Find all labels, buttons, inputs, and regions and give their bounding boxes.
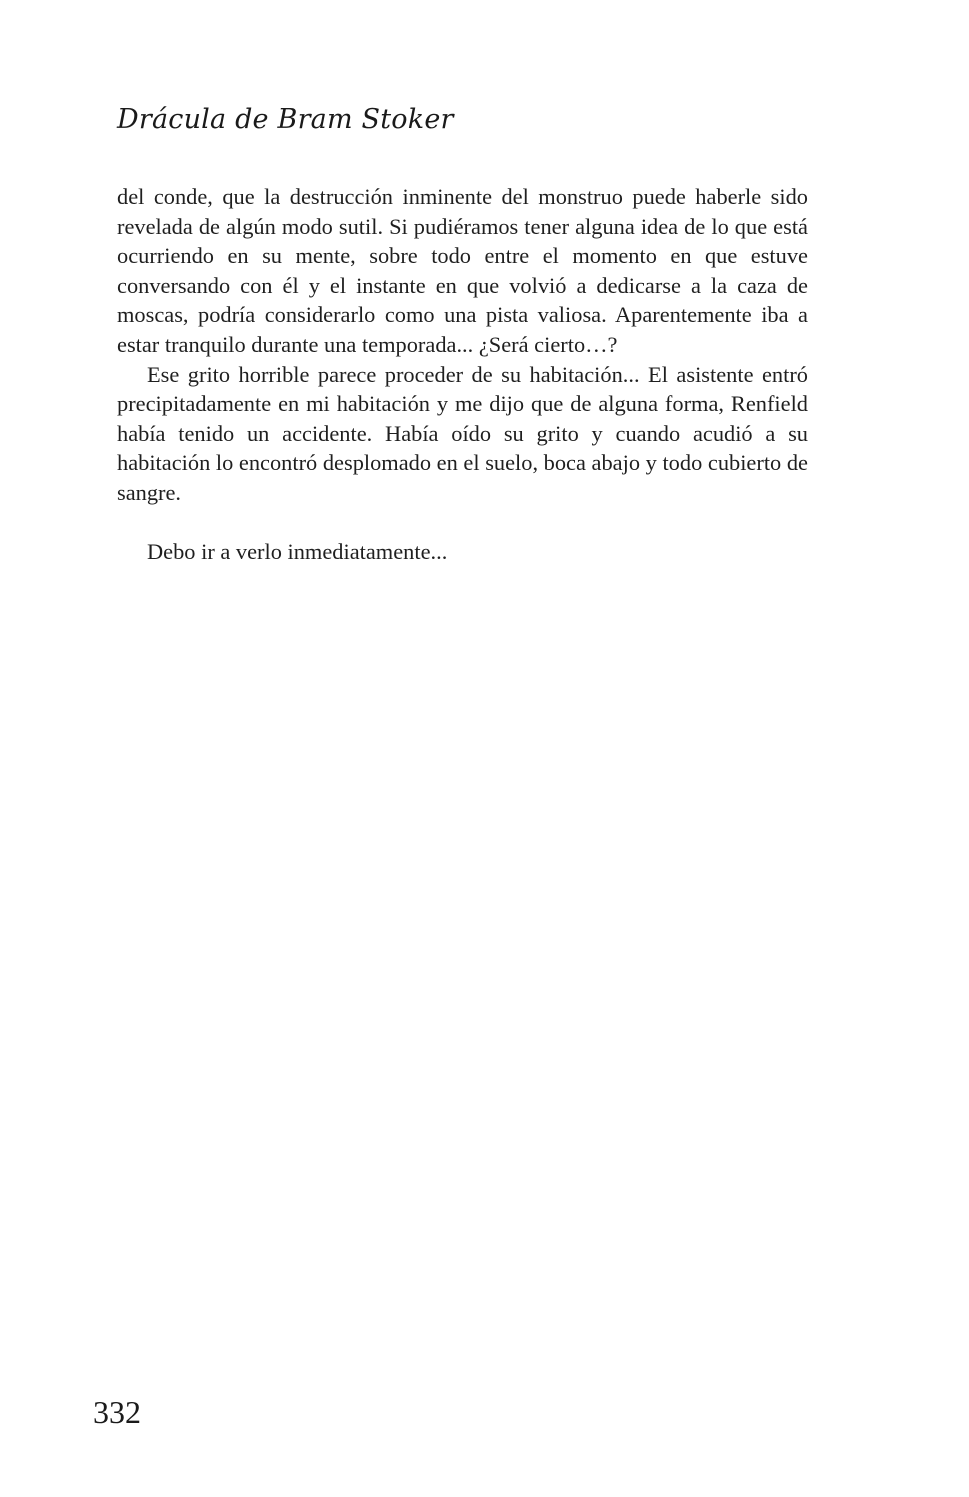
paragraph-continued: del conde, que la destrucción inminente del monstruo puede haberle sido revelada de algún modo sutil. Si pudiéramos tener alguna idea de lo que está ocurriendo en su mente, sobre todo entre el momento en que estuve conversando con él y el instante en que volvió a dedicarse a la caza de moscas, podría considerarlo como una pista valiosa. Aparentemente iba a estar tranquilo durante una temporada... ¿Será cierto…? bbox=[117, 184, 808, 357]
paragraph: Debo ir a verlo inmediatamente... bbox=[147, 538, 448, 564]
page-number: 332 bbox=[93, 1394, 141, 1430]
paragraph: Ese grito horrible parece proceder de su habitación... El asistente entró precipitadamente en mi habitación y me dijo que de alguna forma, Renfield había tenido un accidente. Había oído su grito y cuando acudió a su habitación lo encontró desplomado en el suelo, boca abajo y todo cubierto de sangre. bbox=[117, 361, 808, 505]
running-title: Drácula de Bram Stoker bbox=[117, 104, 454, 135]
body-text bbox=[117, 182, 808, 566]
